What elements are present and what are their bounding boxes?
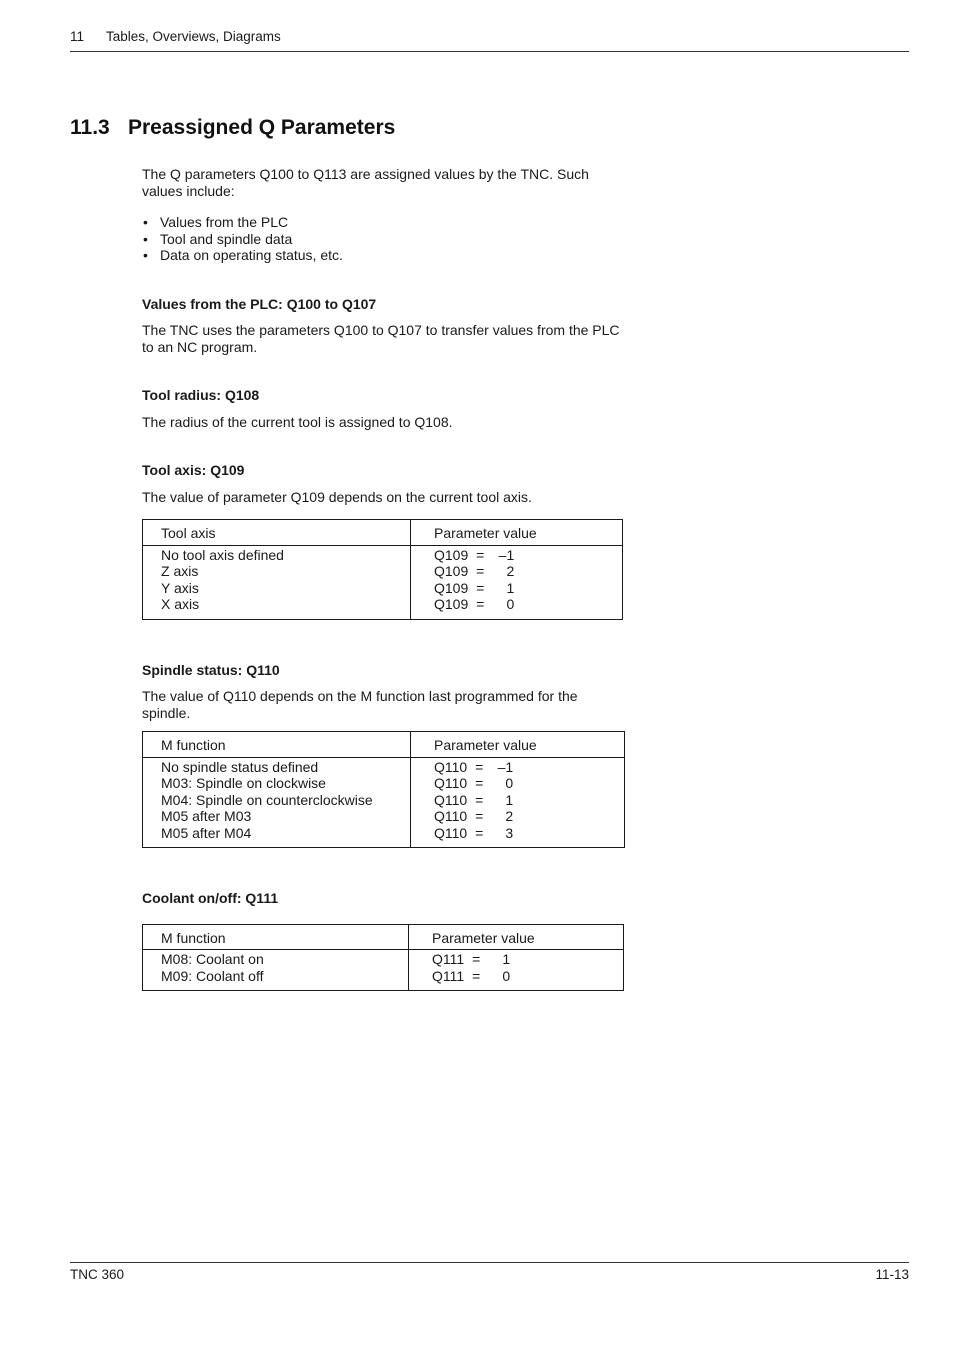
value-line: Q110 = 1 (434, 791, 514, 808)
bullet-icon: • (143, 247, 148, 263)
value-line: Q110 = 0 (434, 775, 514, 791)
running-footer (70, 1262, 909, 1282)
list-item: • Values from the PLC (143, 214, 289, 230)
row-label: M08: Coolant on (161, 951, 264, 967)
section-number: 11.3 (70, 116, 110, 139)
table-body-row (143, 545, 623, 619)
tool-axis-table (142, 519, 623, 620)
row-label: No spindle status defined (161, 758, 319, 775)
bullet-icon: • (143, 214, 148, 230)
value-cell (411, 545, 623, 619)
list-item: • Tool and spindle data (143, 230, 293, 247)
axis-heading: Tool axis: Q109 (142, 462, 245, 478)
spindle-heading: Spindle status: Q110 (142, 661, 280, 678)
bullet-icon: • (143, 230, 148, 247)
plc-heading: Values from the PLC: Q100 to Q107 (142, 295, 377, 312)
value-line: Q109 = 2 (434, 563, 515, 579)
table-header-row (143, 520, 623, 546)
value-cell (411, 757, 625, 848)
plc-paragraph: The TNC uses the parameters Q100 to Q107 to transfer values from the PLC to an NC program. (142, 322, 620, 355)
table-body-row (143, 950, 624, 991)
row-label: M05 after M04 (161, 824, 252, 841)
radius-paragraph: The radius of the current tool is assigned to Q108. (142, 413, 453, 430)
row-label: M03: Spindle on clockwise (161, 775, 326, 791)
page-number: 11-13 (875, 1267, 909, 1282)
column-header: Parameter value (409, 924, 624, 950)
table-header-row (143, 924, 624, 950)
intro-bullet-list (142, 214, 624, 264)
column-header: M function (143, 732, 411, 758)
intro-paragraph: The Q parameters Q100 to Q113 are assigned values by the TNC. Such values include: (142, 166, 589, 199)
value-line: Q110 = –1 (434, 758, 514, 775)
table-header-row (143, 732, 625, 758)
table-body-row (143, 757, 625, 848)
spindle-paragraph: The value of Q110 depends on the M function last programmed for the spindle. (142, 688, 578, 721)
row-label: Y axis (161, 579, 199, 596)
value-line: Q109 = 1 (434, 579, 515, 596)
radius-heading: Tool radius: Q108 (142, 387, 260, 403)
row-label: M09: Coolant off (161, 967, 264, 984)
column-header: Parameter value (411, 520, 623, 546)
list-item: • Data on operating status, etc. (143, 247, 343, 263)
coolant-table (142, 924, 624, 992)
label-cell (143, 757, 411, 848)
coolant-heading: Coolant on/off: Q111 (142, 890, 279, 906)
value-line: Q110 = 3 (434, 824, 514, 841)
row-label: M04: Spindle on counterclockwise (161, 791, 373, 808)
chapter-number: 11 (70, 29, 85, 44)
spindle-status-table (142, 731, 625, 848)
product-name: TNC 360 (70, 1267, 125, 1282)
chapter-title: Tables, Overviews, Diagrams (106, 29, 281, 44)
row-label: M05 after M03 (161, 808, 252, 824)
column-header: Parameter value (411, 732, 625, 758)
main-content (142, 166, 624, 991)
label-cell (143, 950, 409, 991)
column-header: M function (143, 924, 409, 950)
column-header: Tool axis (143, 520, 411, 546)
axis-paragraph: The value of parameter Q109 depends on the current tool axis. (142, 488, 532, 505)
row-label: Z axis (161, 563, 199, 579)
page-title (70, 116, 395, 140)
section-title: Preassigned Q Parameters (128, 116, 396, 139)
value-line: Q111 = 1 (432, 951, 511, 967)
row-label: No tool axis defined (161, 546, 284, 563)
value-line: Q109 = 0 (434, 596, 515, 612)
row-label: X axis (161, 596, 200, 612)
value-line: Q110 = 2 (434, 808, 514, 824)
value-cell (409, 950, 624, 991)
label-cell (143, 545, 411, 619)
value-line: Q111 = 0 (432, 967, 511, 984)
value-line: Q109 = –1 (434, 546, 515, 563)
running-header (70, 29, 909, 52)
